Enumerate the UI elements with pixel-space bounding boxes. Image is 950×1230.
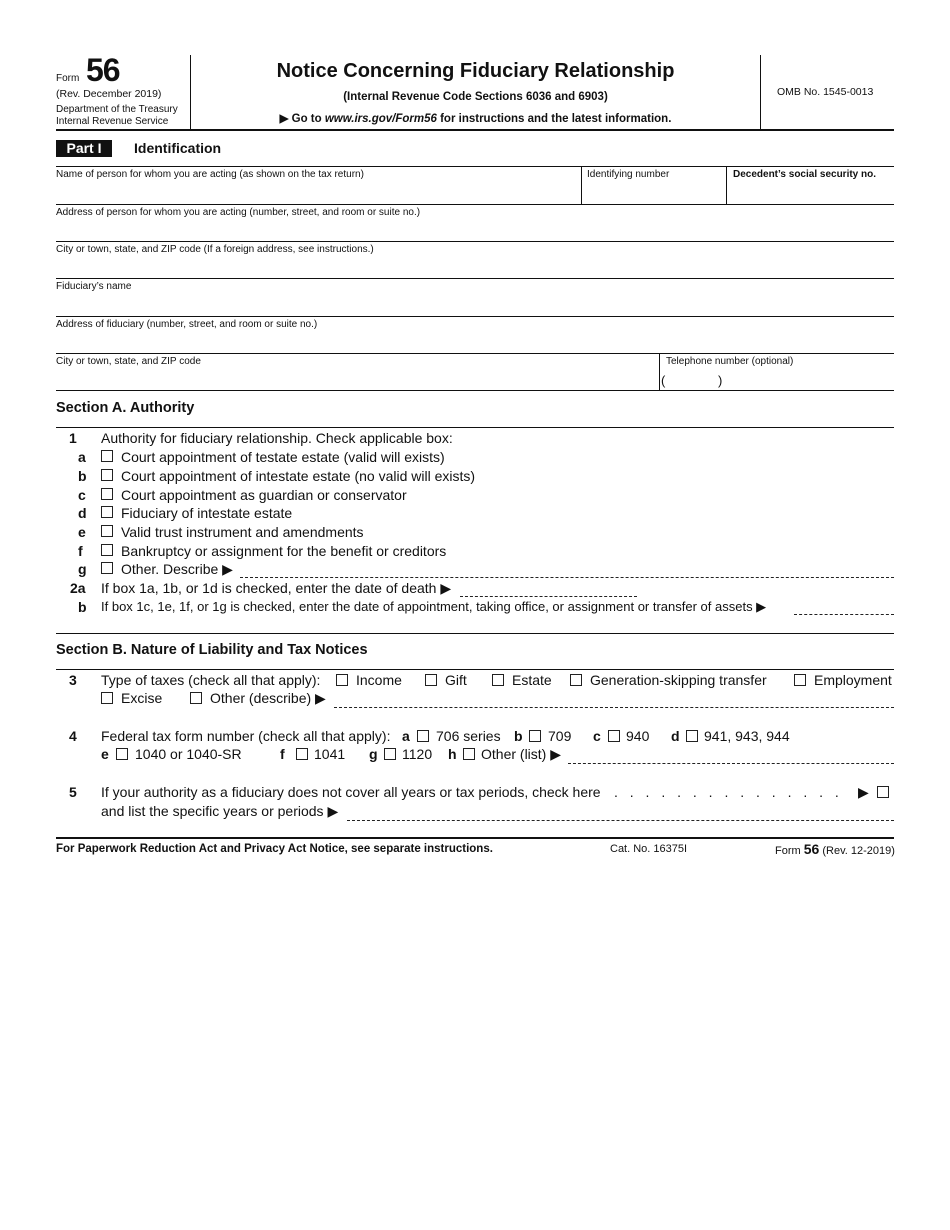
line4-text: Federal tax form number (check all that apply):: [101, 728, 391, 744]
line5-text: If your authority as a fiduciary does not cover all years or tax periods, check here: [101, 784, 601, 800]
line1c-checkbox[interactable]: [101, 488, 113, 500]
fiduciary-city-field[interactable]: [58, 370, 653, 388]
line4f-label: 1041: [314, 746, 346, 762]
line1b-checkbox[interactable]: [101, 469, 113, 481]
telephone-label: Telephone number (optional): [666, 356, 794, 367]
omb-number: OMB No. 1545-0013: [777, 86, 874, 98]
fiduciary-name-field[interactable]: [58, 295, 888, 313]
section-b-top-rule: [56, 633, 894, 634]
line4a-letter: a: [402, 728, 410, 744]
taxpayer-city-label: City or town, state, and ZIP code (If a foreign address, see instructions.): [56, 244, 374, 255]
line2b-text: If box 1c, 1e, 1f, or 1g is checked, enter the date of appointment, taking office, or assignment or transfer of assets ▶: [101, 599, 767, 614]
line1g-describe-field[interactable]: [240, 577, 894, 578]
footer-form-rev: (Rev. 12-2019): [822, 845, 895, 857]
taxpayer-address-label: Address of person for whom you are acting (number, street, and room or suite no.): [56, 207, 421, 218]
line5-text2: and list the specific years or periods ▶: [101, 803, 339, 819]
irs-url-link[interactable]: www.irs.gov/Form56: [324, 113, 437, 125]
fiduciary-address-field[interactable]: [58, 333, 888, 351]
line5-arrow: ▶: [858, 784, 869, 800]
phone-number-field[interactable]: [728, 373, 890, 388]
line4b-letter: b: [514, 728, 523, 744]
line4c-checkbox[interactable]: [608, 730, 620, 742]
department-label: Department of the Treasury: [56, 104, 178, 115]
part1-tag: Part I: [56, 140, 112, 157]
row3-rule: [56, 278, 894, 279]
row4-rule: [56, 316, 894, 317]
line2b-letter: b: [78, 599, 87, 615]
form-subtitle: (Internal Revenue Code Sections 6036 and 6903): [343, 91, 608, 103]
taxpayer-name-field[interactable]: [58, 184, 576, 202]
form-number: 56: [86, 52, 120, 88]
line1c-label: Court appointment as guardian or conservator: [121, 487, 407, 503]
row5-rule: [56, 353, 894, 354]
date-of-appointment-field[interactable]: [794, 614, 894, 615]
line1f-checkbox[interactable]: [101, 544, 113, 556]
line4h-letter: h: [448, 746, 457, 762]
decedent-ssn-label: Decedent’s social security no.: [733, 169, 877, 180]
phone-open-paren: (: [661, 373, 666, 388]
line1d-letter: d: [78, 505, 87, 521]
line4b-checkbox[interactable]: [529, 730, 541, 742]
line3-gst-checkbox[interactable]: [570, 674, 582, 686]
part1-top-rule: [56, 166, 894, 167]
form-title: Notice Concerning Fiduciary Relationship: [276, 60, 675, 82]
line1g-checkbox[interactable]: [101, 562, 113, 574]
line4d-letter: d: [671, 728, 680, 744]
footer-rule: [56, 837, 894, 839]
line5-number: 5: [69, 784, 77, 800]
form-revision: (Rev. December 2019): [56, 88, 162, 100]
footer-form-id: [775, 841, 895, 857]
taxpayer-city-field[interactable]: [58, 258, 888, 276]
section-b-title: Section B. Nature of Liability and Tax Notices: [56, 642, 368, 658]
line4a-checkbox[interactable]: [417, 730, 429, 742]
line5-checkbox[interactable]: [877, 786, 889, 798]
line1a-letter: a: [78, 449, 86, 465]
line1c-letter: c: [78, 487, 86, 503]
line4g-label: 1120: [402, 746, 433, 762]
line1b-label: Court appointment of intestate estate (no valid will exists): [121, 468, 476, 484]
line4c-letter: c: [593, 728, 601, 744]
catalog-number: Cat. No. 16375I: [610, 843, 688, 855]
line1f-label: Bankruptcy or assignment for the benefit or creditors: [121, 543, 447, 559]
identifying-number-label: Identifying number: [587, 169, 670, 180]
line3-gift-checkbox[interactable]: [425, 674, 437, 686]
fiduciary-city-label: City or town, state, and ZIP code: [56, 356, 201, 367]
section-b-rule: [56, 669, 894, 670]
line2a-number: 2a: [70, 580, 86, 596]
footer-form-word: Form: [775, 845, 801, 857]
line4f-letter: f: [280, 746, 285, 762]
line2a-text: If box 1a, 1b, or 1d is checked, enter the date of death ▶: [101, 580, 452, 596]
line1f-letter: f: [78, 543, 83, 559]
header-bottom-rule: [56, 129, 894, 131]
line1e-checkbox[interactable]: [101, 525, 113, 537]
line3-gst-label: Generation-skipping transfer: [590, 672, 767, 688]
line3-income-label: Income: [356, 672, 402, 688]
date-of-death-field[interactable]: [460, 596, 637, 597]
row1-rule: [56, 204, 894, 205]
line3-text: Type of taxes (check all that apply):: [101, 672, 321, 688]
line1-text: Authority for fiduciary relationship. Check applicable box:: [101, 430, 453, 446]
line4-other-list-field[interactable]: [568, 763, 894, 764]
instructions-link-line: [191, 111, 760, 125]
part1-title: Identification: [134, 140, 222, 156]
line4g-checkbox[interactable]: [384, 748, 396, 760]
line3-income-checkbox[interactable]: [336, 674, 348, 686]
line4h-label: Other (list) ▶: [481, 746, 561, 762]
goto-suffix: for instructions and the latest information.: [436, 113, 672, 125]
row6-divider: [659, 353, 660, 390]
paperwork-notice: For Paperwork Reduction Act and Privacy Act Notice, see separate instructions.: [56, 843, 493, 855]
row1-divider-a: [581, 166, 582, 204]
line1d-checkbox[interactable]: [101, 506, 113, 518]
row1-divider-b: [726, 166, 727, 204]
line1a-checkbox[interactable]: [101, 450, 113, 462]
line1g-letter: g: [78, 561, 87, 577]
line1a-label: Court appointment of testate estate (valid will exists): [121, 449, 445, 465]
line4e-label: 1040 or 1040-SR: [135, 746, 242, 762]
line4f-checkbox[interactable]: [296, 748, 308, 760]
line1b-letter: b: [78, 468, 87, 484]
line1-number: 1: [69, 430, 77, 446]
line3-other-describe-field[interactable]: [334, 707, 894, 708]
fiduciary-address-label: Address of fiduciary (number, street, and room or suite no.): [56, 319, 318, 330]
line3-estate-label: Estate: [512, 672, 552, 688]
line4a-label: 706 series: [436, 728, 501, 744]
line1d-label: Fiduciary of intestate estate: [121, 505, 293, 521]
line3-other-label: Other (describe) ▶: [210, 690, 326, 706]
line3-estate-checkbox[interactable]: [492, 674, 504, 686]
row2-rule: [56, 241, 894, 242]
section-a-rule: [56, 427, 894, 428]
identifying-number-field[interactable]: [587, 184, 721, 202]
line3-number: 3: [69, 672, 77, 688]
line5-periods-field[interactable]: [347, 820, 894, 821]
line3-other-checkbox[interactable]: [190, 692, 202, 704]
row6-rule: [56, 390, 894, 391]
line4-number: 4: [69, 728, 77, 744]
line3-gift-label: Gift: [445, 672, 467, 688]
line4e-letter: e: [101, 746, 109, 762]
irs-label: Internal Revenue Service: [56, 116, 169, 127]
footer-form-number: 56: [803, 841, 820, 857]
line5-leader-dots: . . . . . . . . . . . . . . .: [614, 784, 843, 800]
line1g-label: Other. Describe ▶: [121, 561, 233, 577]
line1e-letter: e: [78, 524, 86, 540]
line3-excise-checkbox[interactable]: [101, 692, 113, 704]
section-a-title: Section A. Authority: [56, 400, 195, 416]
taxpayer-name-label: Name of person for whom you are acting (as shown on the tax return): [56, 169, 364, 180]
form-word: Form: [56, 73, 80, 84]
line3-employment-label: Employment: [814, 672, 892, 688]
line4c-label: 940: [626, 728, 650, 744]
line3-employment-checkbox[interactable]: [794, 674, 806, 686]
goto-prefix: ▶ Go to: [279, 113, 325, 125]
fiduciary-name-label: Fiduciary’s name: [56, 281, 132, 292]
line1e-label: Valid trust instrument and amendments: [121, 524, 364, 540]
line4b-label: 709: [548, 728, 572, 744]
decedent-ssn-field[interactable]: [733, 184, 891, 202]
line4h-checkbox[interactable]: [463, 748, 475, 760]
line4d-checkbox[interactable]: [686, 730, 698, 742]
phone-area-code-field[interactable]: [668, 373, 716, 388]
header-divider-right: [760, 55, 761, 130]
line3-excise-label: Excise: [121, 690, 163, 706]
line4e-checkbox[interactable]: [116, 748, 128, 760]
line4d-label: 941, 943, 944: [704, 728, 790, 744]
phone-close-paren: ): [718, 373, 723, 388]
taxpayer-address-field[interactable]: [58, 221, 888, 239]
line4g-letter: g: [369, 746, 378, 762]
